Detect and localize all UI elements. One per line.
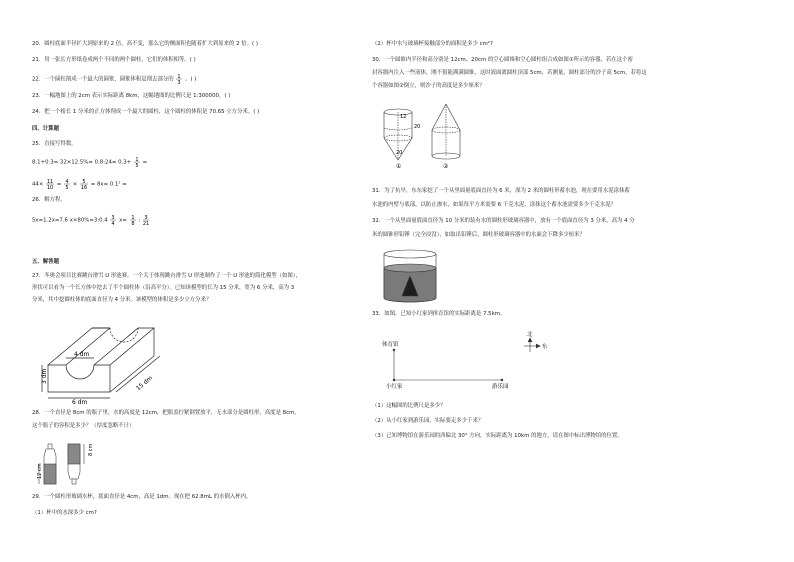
calc-row-1: 8.1+0.3= 32×12.5%= 0.8:24= 0.3+ 1 5 = xyxy=(32,157,148,169)
section-4-title: 四、计算题 xyxy=(32,126,59,132)
question-21: 21．用一张长方形纸卷成两个不同的两个圆柱，它们的体积相等。( ) xyxy=(32,57,196,63)
question-27-line-2: 形状可以看为一个长方体中挖去了半个圆柱体（沿高平分）。已知该模型的长为 15 分米，宽为 6 分米，高为 3 xyxy=(32,285,295,291)
question-25: 25．直接写得数。 xyxy=(32,141,77,147)
question-24: 24．把一个棱长 1 分米的正方体削成一个最大的圆柱，这个圆柱的体积是 70.65 立方分米。( ) xyxy=(32,109,260,115)
svg-text:5: 5 xyxy=(135,163,139,169)
gym-point xyxy=(393,349,395,351)
bottle-figure xyxy=(34,440,104,486)
section-5-title: 五、解答题 xyxy=(32,259,59,265)
fraction-e1a xyxy=(109,214,117,226)
equation-row: 5x=1.2x=7.6 x×80%=3:0.4 3 4 x= 1 8 : 3 21 xyxy=(32,215,150,227)
label-cone-height: 20 xyxy=(396,150,403,156)
fraction-e1b xyxy=(129,214,137,226)
svg-text:8: 8 xyxy=(131,221,135,227)
question-29-part-1: （1）杯中的水深多少 cm? xyxy=(32,510,97,516)
question-29: 29．一个圆柱形玻璃水杯，底面直径是 4cm，高是 1dm。现在把 62.8mL 的水倒入杯内。 xyxy=(32,494,252,500)
svg-text:16: 16 xyxy=(80,185,88,191)
svg-text:4: 4 xyxy=(65,179,69,185)
svg-text:5: 5 xyxy=(65,185,69,191)
svg-text:21: 21 xyxy=(142,221,150,227)
svg-text:10: 10 xyxy=(46,185,54,191)
home-point xyxy=(393,379,395,381)
question-33-part-1: （1）这幅图的比例尺是多少？ xyxy=(372,403,446,409)
question-22: 22．一个圆柱削成一个最大的圆锥，圆锥体积是削去部分的 1 3 。( ) xyxy=(32,74,197,86)
question-28-line-1: 28．一个直径是 8cm 的瓶子里，水的高度是 12cm，把瓶盖拧紧倒置放平，无水部分是圆柱形，高度是 8cm， xyxy=(32,410,300,416)
question-32-line-1: 32．一个从里面量底面直径为 10 分米的装有水的圆柱形玻璃容器中，放有一个底面直径为 3 分米，高为 4 分 xyxy=(372,218,635,224)
question-30-line-2: 封容器内注入一些液体，刚不很能满满圆锥，这时液面离圆柱顶部 5cm，若测量，圆柱部分的沙子高 5cm，若将这 xyxy=(372,70,647,76)
figure-label-1: ① xyxy=(396,163,402,170)
map-label-gym: 体育馆 xyxy=(382,342,399,348)
question-27-line-3: 分米，其中挖圆柱体的底面直径为 4 分米。该模型的体积是多少立方分米？ xyxy=(32,297,212,303)
fraction-c2c xyxy=(79,178,89,190)
map-label-home: 小红家 xyxy=(386,384,403,390)
map-label-park: 游乐园 xyxy=(492,384,509,390)
question-28-line-2: 这个瓶子的容积是多少？（厚度忽略不计） xyxy=(32,423,135,429)
label-diameter: 4 dm xyxy=(74,351,90,358)
question-33: 33．如图，已知小红家到体育馆的实际距离是 7.5km。 xyxy=(372,311,506,317)
compass-east: 东 xyxy=(542,344,548,350)
question-29-part-2: （2）杯中水与玻璃杯接触部分的面积是多少 cm²? xyxy=(372,41,493,47)
svg-text:1: 1 xyxy=(177,74,181,80)
svg-text:3: 3 xyxy=(177,80,181,86)
container-figure xyxy=(376,98,476,170)
label-width: 6 dm xyxy=(72,399,88,406)
svg-text:11: 11 xyxy=(46,179,54,185)
label-length: 15 dm xyxy=(134,374,155,393)
fraction-c1 xyxy=(133,156,141,168)
figure-label-2: ② xyxy=(443,163,449,170)
label-cyl-height: 20 xyxy=(414,124,421,130)
cylinder-with-cone-figure xyxy=(380,248,442,306)
question-26: 26．解方程。 xyxy=(32,197,66,203)
fraction-c2b xyxy=(63,178,71,190)
svg-text:3: 3 xyxy=(111,215,116,221)
u-shape-model-figure xyxy=(36,320,166,406)
svg-text:1: 1 xyxy=(131,215,135,221)
map-figure xyxy=(380,326,580,398)
question-33-part-2: （2）从小红家到游乐园，实际要走多少千米？ xyxy=(372,418,484,424)
question-31-line-2: 水池的内壁与底部，以防止渗水，如果每平方米需要 6 千克水泥，涂抹这个蓄水池需要多少千克水泥？ xyxy=(372,202,617,208)
park-point xyxy=(501,379,503,381)
fraction-q22 xyxy=(175,73,183,85)
label-radius: 12 xyxy=(400,114,407,120)
calc-row-2: 44× 11 10 = 4 5 × 5 16 = 8x= 0.1² = xyxy=(32,179,127,191)
label-height: 3 dm xyxy=(41,368,48,384)
question-23: 23．一幅地图上的 2cm 表示实际距离 8km，这幅地图的比例尺是 1:300000。( ) xyxy=(32,93,231,99)
fraction-c2a xyxy=(45,178,55,190)
question-20: 20．圆柱底面半径扩大到原来的 2 倍，高不变，那么它的侧面积也随着扩大到原来的 2 倍。( ) xyxy=(32,41,258,47)
svg-text:4: 4 xyxy=(111,221,116,227)
svg-text:5: 5 xyxy=(82,179,86,185)
svg-text:3: 3 xyxy=(144,215,148,221)
fraction-e1c xyxy=(142,214,150,226)
question-33-part-3: （3）已知博物馆在游乐园的西偏北 30° 方向，实际距离为 10km 的地方，请在图中标出博物馆的位置。 xyxy=(372,433,623,439)
label-empty-height: 8 cm xyxy=(88,443,94,456)
question-30-line-1: 30．一个圆锥内半径和高分别是 12cm、20cm 的空心圆锥和空心圆柱组合成如图①所示的容器，若在这个密 xyxy=(372,57,633,63)
question-30-line-3: 个容器如图②倒立，则沙子的高度是多少厘米？ xyxy=(372,83,485,89)
label-water-height: 12 cm xyxy=(37,463,43,479)
question-31-line-1: 31．为了抗旱，东东家挖了一个从里面量底面直径为 6 米，深为 2 米的圆柱形蓄水池，现在要用水泥涂抹蓄 xyxy=(372,188,630,194)
question-27-line-1: 27．冬奥会项目比赛跳台滑雪 U 形池赛。一个关于体现跳台滑雪 U 形池制作了一个 U 形池的简化模型（如图）， xyxy=(32,273,301,279)
svg-text:1: 1 xyxy=(135,157,139,163)
compass-north: 北 xyxy=(527,332,533,338)
question-32-line-2: 米的圆锥形铅锤（完全浸没），如取出铅锤后，圆柱形玻璃容器中的水面会下降多少厘米？ xyxy=(372,232,585,238)
